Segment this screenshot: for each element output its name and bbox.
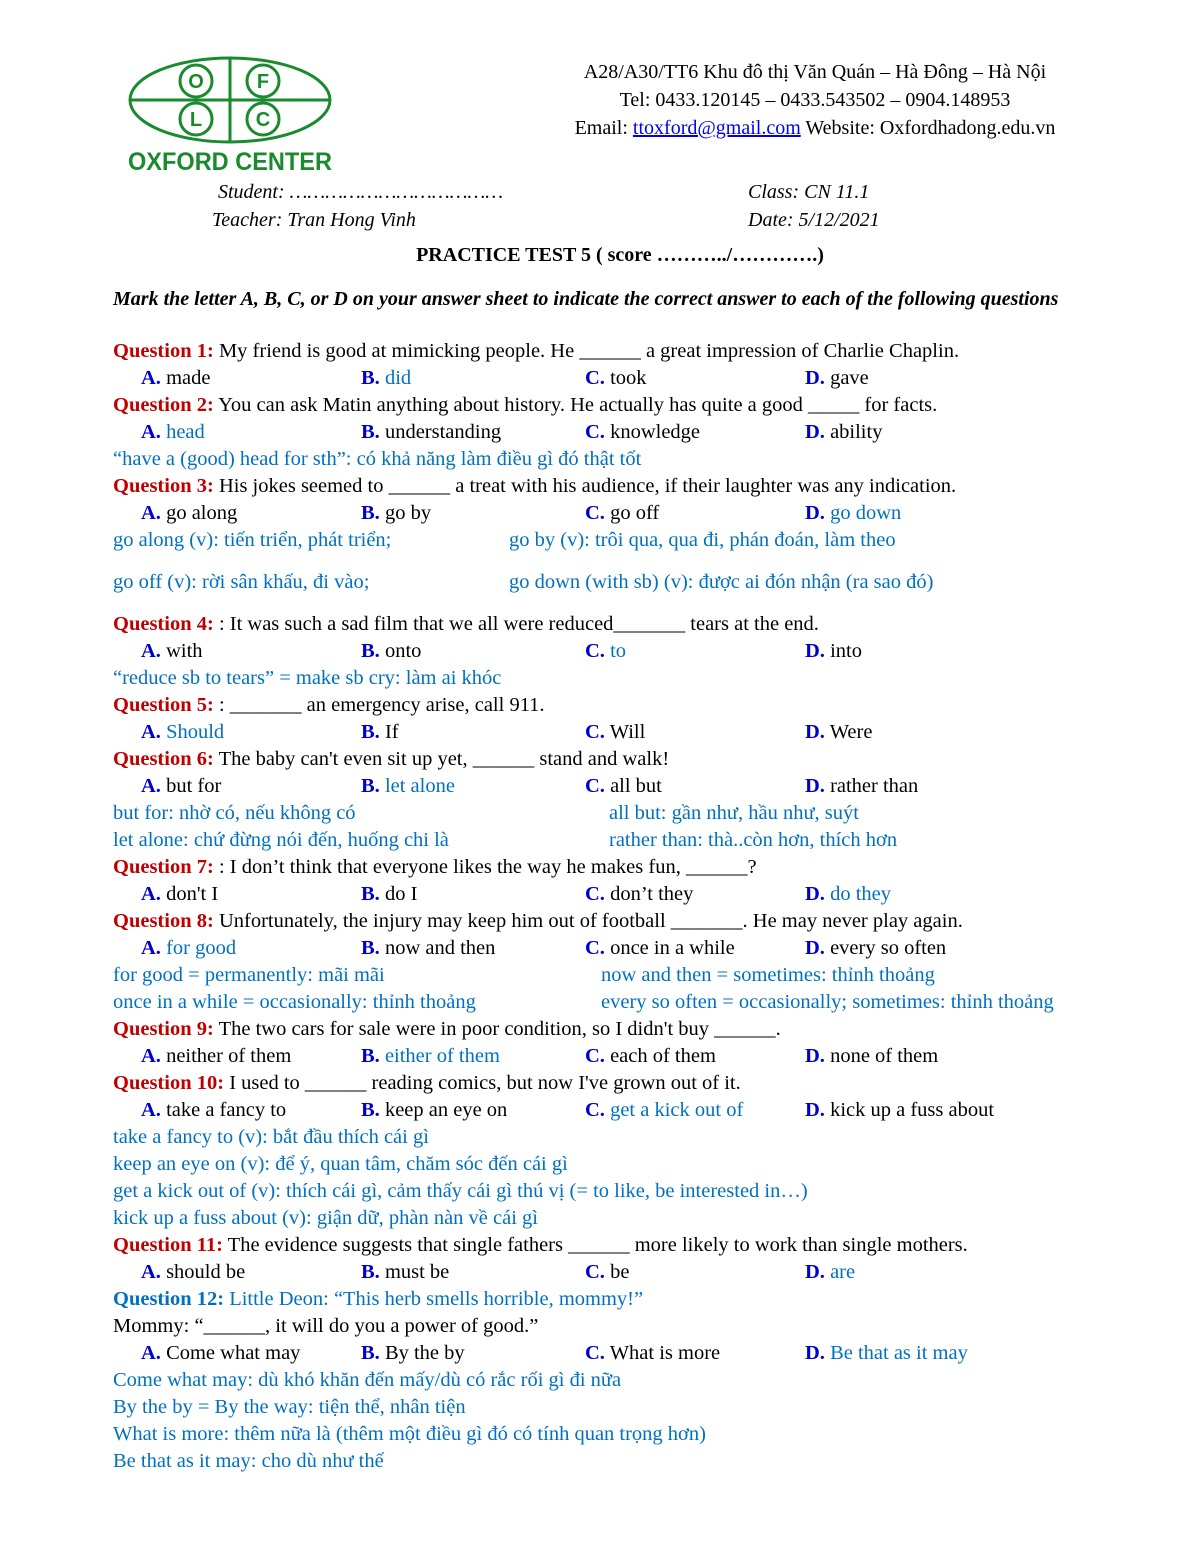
option-b[interactable] xyxy=(361,881,417,908)
explanation-left: go off (v): rời sân khấu, đi vào; xyxy=(113,571,370,593)
option-letter: C. xyxy=(585,1261,605,1283)
question-6 xyxy=(113,746,1173,773)
option-letter: B. xyxy=(361,1099,380,1121)
student-field: Student: ……………………………… xyxy=(218,181,504,203)
email-line xyxy=(480,114,1150,142)
option-text: understanding xyxy=(379,421,502,443)
question-label: Question 3: xyxy=(113,475,214,497)
option-letter: C. xyxy=(585,1099,605,1121)
option-letter: A. xyxy=(141,1342,161,1364)
option-text: every so often xyxy=(824,937,947,959)
class-field: Class: CN 11.1 xyxy=(748,181,870,203)
option-d[interactable] xyxy=(805,719,872,746)
explanation-row xyxy=(113,827,1173,854)
explanation-right: go down (with sb) (v): được ai đón nhận (ra sao đó) xyxy=(509,571,934,593)
options-row xyxy=(113,365,1173,392)
option-text: to xyxy=(604,640,627,662)
option-letter: B. xyxy=(361,721,380,743)
option-b[interactable] xyxy=(361,1097,507,1124)
option-b[interactable] xyxy=(361,935,495,962)
option-letter: D. xyxy=(805,721,825,743)
question-text: I used to ______ reading comics, but now I've grown out of it. xyxy=(224,1072,741,1094)
option-text: but for xyxy=(160,775,222,797)
option-letter: A. xyxy=(141,367,161,389)
explanation-note: get a kick out of (v): thích cái gì, cảm thấy cái gì thú vị (= to like, be interested in…) xyxy=(113,1180,808,1202)
option-b[interactable] xyxy=(361,365,411,392)
option-letter: A. xyxy=(141,937,161,959)
option-a[interactable] xyxy=(141,1259,245,1286)
explanation-row xyxy=(113,962,1173,989)
option-a[interactable] xyxy=(141,419,205,446)
option-letter: C. xyxy=(585,367,605,389)
page-title: PRACTICE TEST 5 ( score ………../………….) xyxy=(416,244,824,266)
telephone: Tel: 0433.120145 – 0433.543502 – 0904.148953 xyxy=(619,89,1011,111)
option-letter: B. xyxy=(361,502,380,524)
explanation-note: What is more: thêm nữa là (thêm một điều gì đó có tính quan trọng hơn) xyxy=(113,1423,706,1445)
option-text: now and then xyxy=(379,937,496,959)
option-c[interactable] xyxy=(585,365,647,392)
question-9 xyxy=(113,1016,1173,1043)
option-a[interactable] xyxy=(141,935,236,962)
question-8 xyxy=(113,908,1173,935)
option-c[interactable] xyxy=(585,638,626,665)
option-c[interactable] xyxy=(585,1097,743,1124)
option-text: either of them xyxy=(379,1045,500,1067)
option-letter: B. xyxy=(361,775,380,797)
explanation-note: “reduce sb to tears” = make sb cry: làm ai khóc xyxy=(113,667,502,689)
option-letter: D. xyxy=(805,775,825,797)
question-7 xyxy=(113,854,1173,881)
option-text: took xyxy=(604,367,647,389)
explanation-row xyxy=(113,527,1173,554)
option-letter: C. xyxy=(585,721,605,743)
question-text-continued: Mommy: “______, it will do you a power of good.” xyxy=(113,1315,539,1337)
option-d[interactable] xyxy=(805,419,882,446)
explanation-left: go along (v): tiến triển, phát triển; xyxy=(113,529,392,551)
option-text: kick up a fuss about xyxy=(824,1099,995,1121)
option-b[interactable] xyxy=(361,1340,465,1367)
question-label: Question 7: xyxy=(113,856,214,878)
logo-letter-o: O xyxy=(188,71,204,93)
question-text: The two cars for sale were in poor condition, so I didn't buy ______. xyxy=(213,1018,781,1040)
options-row xyxy=(113,1259,1173,1286)
option-d[interactable] xyxy=(805,1259,855,1286)
option-letter: B. xyxy=(361,1261,380,1283)
question-label: Question 8: xyxy=(113,910,214,932)
explanation-right: go by (v): trôi qua, qua đi, phán đoán, làm theo xyxy=(509,529,896,551)
option-d[interactable] xyxy=(805,1340,968,1367)
question-text: The baby can't even sit up yet, ______ stand and walk! xyxy=(213,748,670,770)
option-letter: A. xyxy=(141,883,161,905)
option-text: ability xyxy=(824,421,883,443)
option-text: keep an eye on xyxy=(379,1099,508,1121)
option-letter: C. xyxy=(585,883,605,905)
option-d[interactable] xyxy=(805,1043,938,1070)
option-letter: C. xyxy=(585,775,605,797)
question-2 xyxy=(113,392,1173,419)
option-letter: A. xyxy=(141,1045,161,1067)
option-text: Will xyxy=(604,721,646,743)
question-3 xyxy=(113,473,1173,500)
website: Website: Oxfordhadong.edu.vn xyxy=(800,117,1056,139)
option-letter: C. xyxy=(585,937,605,959)
option-letter: A. xyxy=(141,640,161,662)
option-text: get a kick out of xyxy=(604,1099,744,1121)
option-text: are xyxy=(824,1261,856,1283)
explanation-note: keep an eye on (v): để ý, quan tâm, chăm sóc đến cái gì xyxy=(113,1153,568,1175)
option-a[interactable] xyxy=(141,1043,291,1070)
option-text: must be xyxy=(379,1261,450,1283)
option-text: did xyxy=(379,367,412,389)
option-text: don’t they xyxy=(604,883,694,905)
option-letter: B. xyxy=(361,937,380,959)
option-text: go down xyxy=(824,502,902,524)
explanation-right: rather than: thà..còn hơn, thích hơn xyxy=(609,829,898,851)
option-text: don't I xyxy=(160,883,219,905)
email-link[interactable]: ttoxford@gmail.com xyxy=(632,117,801,139)
option-letter: D. xyxy=(805,883,825,905)
option-text: do they xyxy=(824,883,891,905)
question-text: His jokes seemed to ______ a treat with his audience, if their laughter was any indication. xyxy=(213,475,957,497)
address: A28/A30/TT6 Khu đô thị Văn Quán – Hà Đông – Hà Nội xyxy=(583,61,1047,83)
question-label: Question 12: xyxy=(113,1288,225,1310)
option-text: go along xyxy=(160,502,238,524)
option-text: Were xyxy=(824,721,873,743)
option-c[interactable] xyxy=(585,1340,720,1367)
option-letter: D. xyxy=(805,640,825,662)
option-c[interactable] xyxy=(585,419,700,446)
option-text: should be xyxy=(160,1261,246,1283)
option-b[interactable] xyxy=(361,419,501,446)
option-text: once in a while xyxy=(604,937,735,959)
question-label: Question 9: xyxy=(113,1018,214,1040)
spacer xyxy=(113,554,1173,569)
option-text: What is more xyxy=(604,1342,721,1364)
option-text: go by xyxy=(379,502,432,524)
option-letter: C. xyxy=(585,421,605,443)
option-text: rather than xyxy=(824,775,919,797)
logo-letter-c: C xyxy=(255,109,271,131)
option-c[interactable] xyxy=(585,719,645,746)
option-text: with xyxy=(160,640,203,662)
option-text: let alone xyxy=(379,775,455,797)
explanation-right: now and then = sometimes: thỉnh thoảng xyxy=(601,964,935,986)
option-d[interactable] xyxy=(805,881,891,908)
option-c[interactable] xyxy=(585,1259,629,1286)
option-d[interactable] xyxy=(805,935,946,962)
question-11 xyxy=(113,1232,1173,1259)
option-text: be xyxy=(604,1261,630,1283)
question-text: The evidence suggests that single fathers ______ more likely to work than single mothers. xyxy=(222,1234,968,1256)
explanation-row xyxy=(113,989,1173,1016)
option-letter: A. xyxy=(141,775,161,797)
option-letter: A. xyxy=(141,1261,161,1283)
option-d[interactable] xyxy=(805,500,901,527)
instruction: Mark the letter A, B, C, or D on your answer sheet to indicate the correct answer to each of the following questions xyxy=(113,288,1059,310)
option-text: go off xyxy=(604,502,660,524)
logo-letter-f: F xyxy=(256,71,270,93)
option-letter: A. xyxy=(141,421,161,443)
explanation-left: for good = permanently: mãi mãi xyxy=(113,964,385,986)
question-label: Question 6: xyxy=(113,748,214,770)
question-label: Question 10: xyxy=(113,1072,225,1094)
option-d[interactable] xyxy=(805,1097,994,1124)
explanation-left: once in a while = occasionally: thỉnh thoảng xyxy=(113,991,476,1013)
explanation-note: Be that as it may: cho dù như thế xyxy=(113,1450,384,1472)
oxford-center-logo xyxy=(126,54,336,176)
explanation-left: but for: nhờ có, nếu không có xyxy=(113,802,356,824)
option-text: all but xyxy=(604,775,662,797)
option-a[interactable] xyxy=(141,638,203,665)
teacher-field: Teacher: Tran Hong Vinh xyxy=(212,209,416,231)
option-letter: D. xyxy=(805,937,825,959)
option-text: knowledge xyxy=(604,421,701,443)
logo-letter-l: L xyxy=(189,109,203,131)
explanation-left: let alone: chứ đừng nói đến, huống chi là xyxy=(113,829,449,851)
options-row xyxy=(113,881,1173,908)
option-a[interactable] xyxy=(141,500,237,527)
question-label: Question 2: xyxy=(113,394,214,416)
options-row xyxy=(113,935,1173,962)
option-a[interactable] xyxy=(141,1340,300,1367)
question-text: : I don’t think that everyone likes the way he makes fun, ______? xyxy=(213,856,757,878)
option-text: gave xyxy=(824,367,869,389)
option-text: Be that as it may xyxy=(824,1342,968,1364)
question-text: Unfortunately, the injury may keep him out of football _______. He may never play again. xyxy=(213,910,963,932)
option-letter: D. xyxy=(805,1099,825,1121)
option-text: into xyxy=(824,640,862,662)
option-letter: B. xyxy=(361,1342,380,1364)
options-row xyxy=(113,419,1173,446)
option-b[interactable] xyxy=(361,1259,449,1286)
option-letter: C. xyxy=(585,1045,605,1067)
question-text: Little Deon: “This herb smells horrible, mommy!” xyxy=(224,1288,644,1310)
explanation-note: By the by = By the way: tiện thể, nhân tiện xyxy=(113,1396,466,1418)
option-text: Come what may xyxy=(160,1342,301,1364)
option-text: for good xyxy=(160,937,237,959)
option-text: take a fancy to xyxy=(160,1099,287,1121)
question-text: My friend is good at mimicking people. He ______ a great impression of Charlie Chaplin. xyxy=(213,340,960,362)
explanation-right: every so often = occasionally; sometimes: thỉnh thoảng xyxy=(601,991,1054,1013)
question-text: : It was such a sad film that we all were reduced_______ tears at the end. xyxy=(213,613,819,635)
explanation-row xyxy=(113,800,1173,827)
option-b[interactable] xyxy=(361,719,399,746)
option-letter: C. xyxy=(585,640,605,662)
option-letter: D. xyxy=(805,421,825,443)
option-c[interactable] xyxy=(585,1043,716,1070)
option-c[interactable] xyxy=(585,935,735,962)
option-b[interactable] xyxy=(361,500,431,527)
option-letter: C. xyxy=(585,1342,605,1364)
question-list xyxy=(113,338,1173,1475)
question-label: Question 11: xyxy=(113,1234,223,1256)
option-c[interactable] xyxy=(585,500,659,527)
explanation-note: “have a (good) head for sth”: có khả năng làm điều gì đó thật tốt xyxy=(113,448,642,470)
explanation-note: take a fancy to (v): bắt đầu thích cái gì xyxy=(113,1126,429,1148)
option-letter: B. xyxy=(361,1045,380,1067)
question-label: Question 4: xyxy=(113,613,214,635)
option-letter: D. xyxy=(805,502,825,524)
option-c[interactable] xyxy=(585,773,662,800)
option-b[interactable] xyxy=(361,1043,500,1070)
question-10 xyxy=(113,1070,1173,1097)
option-a[interactable] xyxy=(141,1097,286,1124)
question-12 xyxy=(113,1286,1173,1313)
question-4 xyxy=(113,611,1173,638)
option-a[interactable] xyxy=(141,365,210,392)
option-text: By the by xyxy=(379,1342,465,1364)
option-text: head xyxy=(160,421,205,443)
option-a[interactable] xyxy=(141,881,218,908)
option-letter: B. xyxy=(361,367,380,389)
options-row xyxy=(113,500,1173,527)
option-letter: D. xyxy=(805,1261,825,1283)
option-letter: B. xyxy=(361,640,380,662)
question-text: You can ask Matin anything about history. He actually has quite a good _____ for facts. xyxy=(213,394,938,416)
date-field: Date: 5/12/2021 xyxy=(748,209,880,231)
logo-name: OXFORD CENTER xyxy=(128,148,332,176)
explanation-right: all but: gần như, hầu như, suýt xyxy=(609,802,859,824)
option-letter: A. xyxy=(141,721,161,743)
option-a[interactable] xyxy=(141,719,224,746)
question-5 xyxy=(113,692,1173,719)
option-letter: D. xyxy=(805,1342,825,1364)
option-d[interactable] xyxy=(805,365,869,392)
option-text: none of them xyxy=(824,1045,939,1067)
explanation-note: Come what may: dù khó khăn đến mấy/dù có rắc rối gì đi nữa xyxy=(113,1369,622,1391)
option-text: made xyxy=(160,367,211,389)
option-c[interactable] xyxy=(585,881,693,908)
explanation-row xyxy=(113,569,1173,596)
option-letter: C. xyxy=(585,502,605,524)
option-text: neither of them xyxy=(160,1045,292,1067)
options-row xyxy=(113,1340,1173,1367)
option-letter: A. xyxy=(141,502,161,524)
option-letter: A. xyxy=(141,1099,161,1121)
question-label: Question 1: xyxy=(113,340,214,362)
options-row xyxy=(113,1043,1173,1070)
option-text: If xyxy=(379,721,399,743)
options-row xyxy=(113,1097,1173,1124)
question-1 xyxy=(113,338,1173,365)
option-b[interactable] xyxy=(361,773,455,800)
option-text: Should xyxy=(160,721,225,743)
option-letter: D. xyxy=(805,367,825,389)
options-row xyxy=(113,773,1173,800)
contact-info xyxy=(480,58,1150,142)
spacer xyxy=(113,596,1173,611)
option-letter: B. xyxy=(361,421,380,443)
question-text: : _______ an emergency arise, call 911. xyxy=(213,694,545,716)
explanation-note: kick up a fuss about (v): giận dữ, phàn nàn về cái gì xyxy=(113,1207,538,1229)
option-text: do I xyxy=(379,883,418,905)
option-text: each of them xyxy=(604,1045,716,1067)
option-b[interactable] xyxy=(361,638,421,665)
option-text: onto xyxy=(379,640,422,662)
option-letter: D. xyxy=(805,1045,825,1067)
question-label: Question 5: xyxy=(113,694,214,716)
option-a[interactable] xyxy=(141,773,221,800)
email-label: Email: xyxy=(574,117,633,139)
options-row xyxy=(113,719,1173,746)
options-row xyxy=(113,638,1173,665)
option-d[interactable] xyxy=(805,638,862,665)
option-letter: B. xyxy=(361,883,380,905)
option-d[interactable] xyxy=(805,773,918,800)
